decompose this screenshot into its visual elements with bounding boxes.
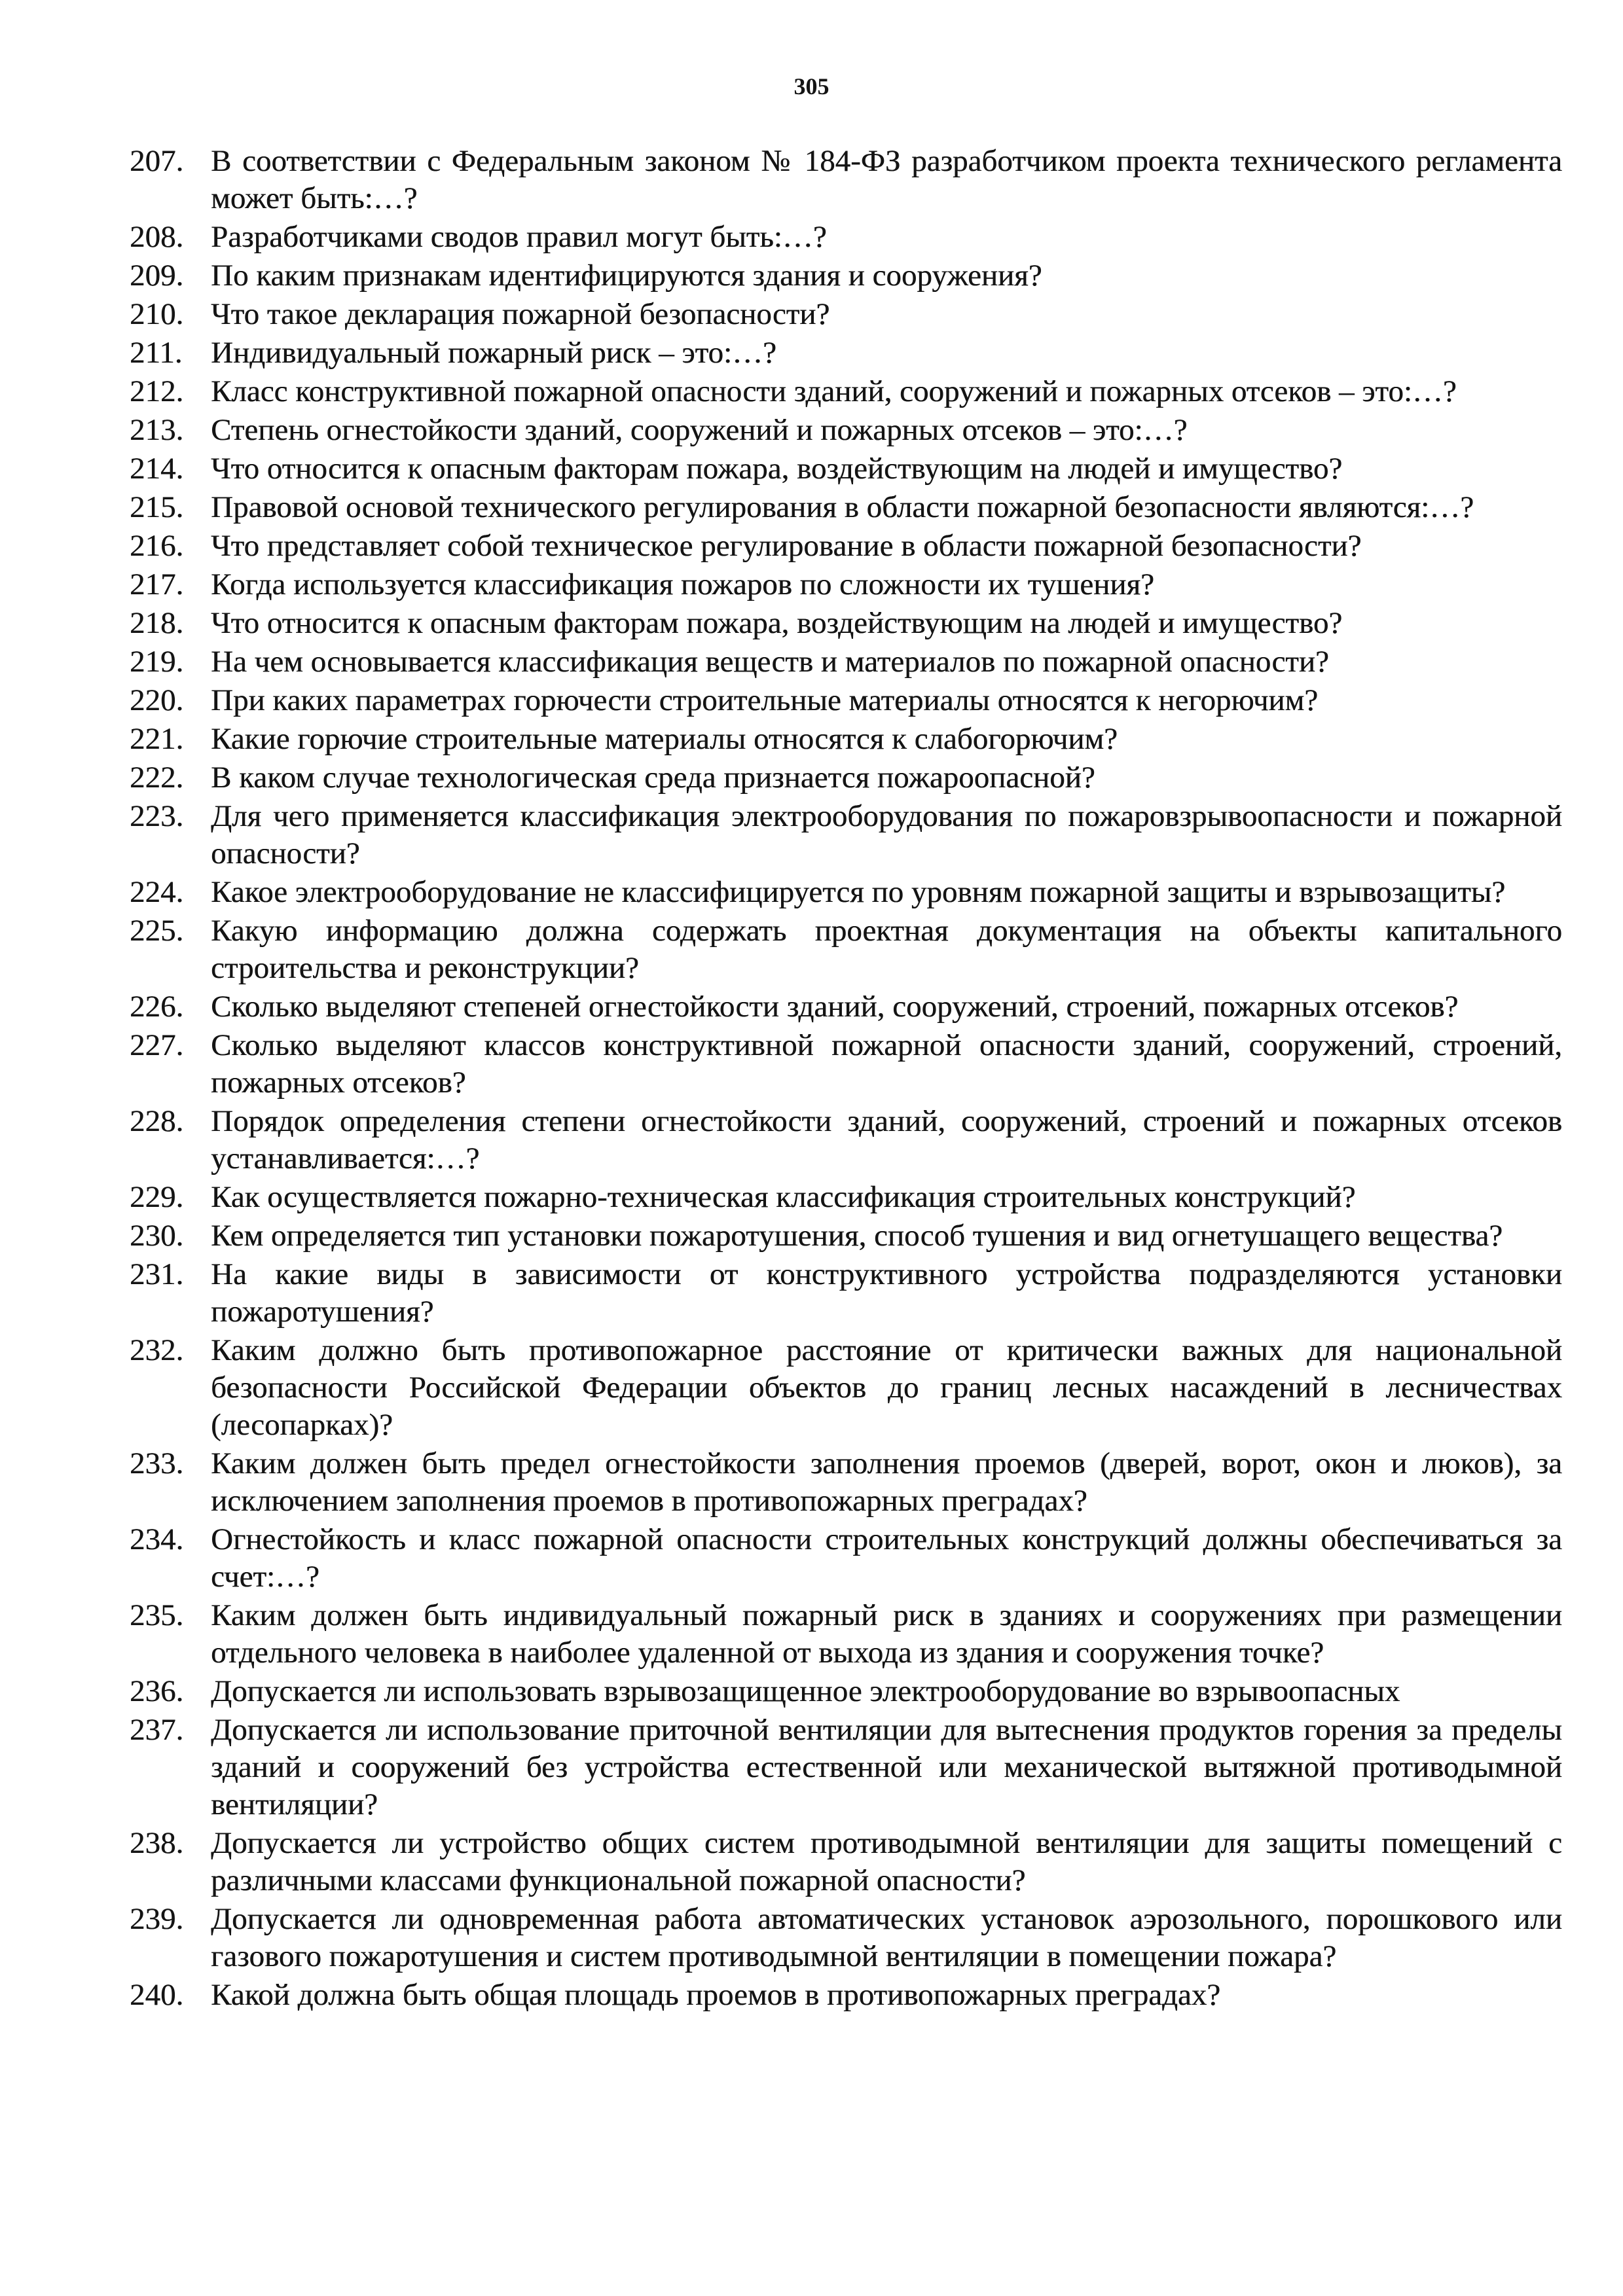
question-item [130,1445,1562,1520]
question-text: Что относится к опасным факторам пожара, воздействующим на людей и имущество? [211,606,1343,640]
question-text: Индивидуальный пожарный риск – это:…? [211,336,776,370]
question-number: 214. [130,452,184,486]
question-number: 213. [130,413,184,447]
question-number: 218. [130,606,184,640]
question-text: На какие виды в зависимости от конструктивного устройства подразделяются установки пожаротушения? [211,1257,1562,1329]
question-number: 239. [130,1902,184,1936]
question-number: 220. [130,683,184,717]
question-number: 217. [130,567,184,601]
question-text: Сколько выделяют классов конструктивной пожарной опасности зданий, сооружений, строений, пожарных отсеков? [211,1028,1562,1100]
question-text: Когда используется классификация пожаров по сложности их тушения? [211,567,1154,601]
question-text: Какие горючие строительные материалы относятся к слабогорючим? [211,722,1118,756]
question-item [130,1825,1562,1899]
question-text: Разработчиками сводов правил могут быть:…? [211,220,827,254]
question-item [130,566,1562,603]
question-number: 235. [130,1598,184,1632]
question-number: 234. [130,1522,184,1556]
question-number: 221. [130,722,184,756]
question-number: 216. [130,529,184,563]
question-text: На чем основывается классификация веществ и материалов по пожарной опасности? [211,645,1329,679]
question-item [130,1027,1562,1102]
question-item [130,1977,1562,2014]
question-text: Правовой основой технического регулирования в области пожарной безопасности являются:…? [211,490,1474,524]
question-item [130,1256,1562,1331]
question-number: 240. [130,1978,184,2012]
question-item [130,682,1562,719]
question-item [130,988,1562,1026]
question-item [130,219,1562,256]
question-text: Какой должна быть общая площадь проемов в противопожарных преградах? [211,1978,1221,2012]
question-text: Как осуществляется пожарно-техническая классификация строительных конструкций? [211,1180,1356,1214]
question-item [130,798,1562,872]
question-number: 215. [130,490,184,524]
question-text: По каким признакам идентифицируются здания и сооружения? [211,259,1042,293]
question-item [130,912,1562,987]
question-number: 227. [130,1028,184,1062]
question-number: 228. [130,1104,184,1138]
question-number: 238. [130,1826,184,1860]
question-text: Допускается ли устройство общих систем противодымной вентиляции для защиты помещений с различными классами функциональной пожарной опасности? [211,1826,1562,1897]
question-text: Какую информацию должна содержать проектная документация на объекты капитального строительства и реконструкции? [211,914,1562,985]
question-number: 208. [130,220,184,254]
question-item [130,450,1562,488]
question-item [130,1332,1562,1444]
question-text: Какое электрооборудование не классифицируется по уровням пожарной защиты и взрывозащиты? [211,875,1506,909]
question-number: 237. [130,1713,184,1747]
question-item [130,759,1562,797]
question-item [130,334,1562,372]
question-item [130,1103,1562,1177]
question-text: Каким должен быть индивидуальный пожарный риск в зданиях и сооружениях при размещении отдельного человека в наиболее удаленной от выхода из здания и сооружения точке? [211,1598,1562,1670]
question-item [130,721,1562,758]
question-item [130,1673,1562,1710]
question-text: Допускается ли использование приточной вентиляции для вытеснения продуктов горения за пределы зданий и сооружений без устройства естественной или механической вытяжной противодымной вентиляции? [211,1713,1562,1821]
question-number: 229. [130,1180,184,1214]
question-text: В каком случае технологическая среда признается пожароопасной? [211,761,1095,795]
question-item [130,528,1562,565]
page-number: 305 [793,73,830,99]
question-text: Что такое декларация пожарной безопасности? [211,297,830,331]
question-number: 219. [130,645,184,679]
question-text: Что представляет собой техническое регулирование в области пожарной безопасности? [211,529,1362,563]
question-number: 236. [130,1674,184,1708]
question-text: Огнестойкость и класс пожарной опасности строительных конструкций должны обеспечиваться за счет:…? [211,1522,1562,1594]
question-item [130,143,1562,217]
question-number: 225. [130,914,184,948]
question-item [130,1179,1562,1216]
question-text: Каким должно быть противопожарное расстояние от критически важных для национальной безопасности Российской Федерации объектов до границ лесных насаждений в лесничествах (лесопарках)? [211,1333,1562,1442]
question-text: При каких параметрах горючести строительные материалы относятся к негорючим? [211,683,1319,717]
question-list [130,143,1562,2015]
question-number: 222. [130,761,184,795]
question-number: 210. [130,297,184,331]
question-number: 232. [130,1333,184,1367]
question-item [130,1217,1562,1255]
question-text: Кем определяется тип установки пожаротушения, способ тушения и вид огнетушащего вещества? [211,1219,1503,1253]
question-number: 230. [130,1219,184,1253]
question-item [130,373,1562,410]
question-item [130,489,1562,526]
question-number: 231. [130,1257,184,1291]
question-number: 207. [130,144,184,178]
question-text: Для чего применяется классификация электрооборудования по пожаровзрывоопасности и пожарной опасности? [211,799,1562,870]
question-item [130,1901,1562,1975]
question-text: Сколько выделяют степеней огнестойкости зданий, сооружений, строений, пожарных отсеков? [211,990,1459,1024]
question-number: 223. [130,799,184,833]
question-number: 226. [130,990,184,1024]
question-item [130,296,1562,333]
question-item [130,1521,1562,1596]
question-number: 209. [130,259,184,293]
question-item [130,412,1562,449]
question-text: Что относится к опасным факторам пожара, воздействующим на людей и имущество? [211,452,1343,486]
question-text: В соответствии с Федеральным законом № 184-ФЗ разработчиком проекта технического регламента может быть:…? [211,144,1562,215]
question-item [130,643,1562,681]
question-text: Степень огнестойкости зданий, сооружений и пожарных отсеков – это:…? [211,413,1188,447]
question-number: 211. [130,336,183,370]
question-text: Допускается ли использовать взрывозащищенное электрооборудование во взрывоопасных [211,1674,1400,1708]
question-text: Класс конструктивной пожарной опасности зданий, сооружений и пожарных отсеков – это:…? [211,374,1457,408]
question-item [130,874,1562,911]
question-number: 212. [130,374,184,408]
question-text: Каким должен быть предел огнестойкости заполнения проемов (дверей, ворот, окон и люков), за исключением заполнения проемов в противопожарных преградах? [211,1446,1562,1518]
question-text: Порядок определения степени огнестойкости зданий, сооружений, строений и пожарных отсеков устанавливается:…? [211,1104,1562,1175]
question-item [130,1597,1562,1672]
question-text: Допускается ли одновременная работа автоматических установок аэрозольного, порошкового или газового пожаротушения и систем противодымной вентиляции в помещении пожара? [211,1902,1562,1973]
question-number: 233. [130,1446,184,1480]
question-item [130,257,1562,295]
question-item [130,605,1562,642]
question-item [130,1712,1562,1823]
question-number: 224. [130,875,184,909]
